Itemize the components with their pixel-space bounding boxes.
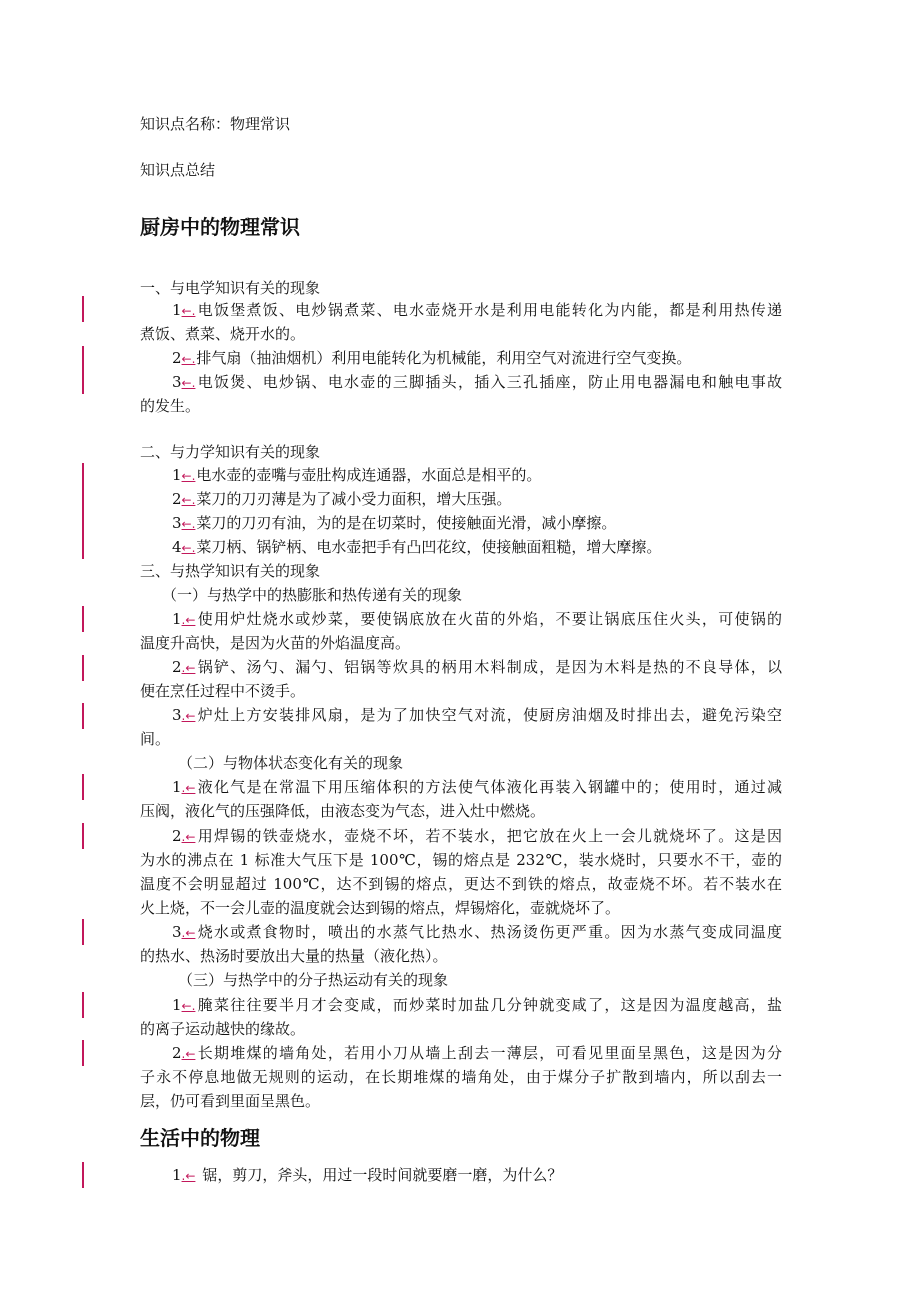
list-item [140,655,782,680]
revision-mark: ←. [181,352,196,366]
revision-mark: ←. [181,493,196,507]
item-text-continuation: 煮饭、煮菜、烧开水的。 [140,325,306,343]
list-item [140,346,782,371]
sub-heading-thermal-3: （三）与热学中的分子热运动有关的现象 [178,971,449,989]
change-bar [82,1040,84,1066]
change-bar [82,535,84,559]
revision-mark: ←. [181,541,196,555]
sub-heading-thermal-2: （二）与物体状态变化有关的现象 [178,754,404,772]
item-number: 3 [172,706,182,724]
change-bar [82,606,84,632]
item-text: 烧水或煮食物时，喷出的水蒸气比热水、热汤烫伤更严重。因为水蒸气变成同温度 [196,923,782,941]
revision-mark: ←. [181,376,196,390]
item-text: 炉灶上方安装排风扇，是为了加快空气对流，使厨房油烟及时排出去，避免污染空 [196,706,782,724]
change-bar [82,823,84,849]
item-number: 2 [172,827,182,845]
revision-mark: ←. [181,304,196,318]
item-text: 电水壶的壶嘴与壶肚构成连通器，水面总是相平的。 [196,466,542,484]
revision-mark: ←. [181,517,196,531]
item-number: 1 [172,778,182,796]
item-number: 1 [172,610,182,628]
section-heading-kitchen: 厨房中的物理常识 [140,215,300,239]
item-text: 菜刀的刀刃有油，为的是在切菜时，使接触面光滑，减小摩擦。 [196,514,617,532]
sub-heading-thermal-1: （一）与热学中的热膨胀和热传递有关的现象 [162,586,463,604]
subsection-heading-mechanics: 二、与力学知识有关的现象 [140,443,321,461]
list-item [140,824,782,849]
item-text-continuation: 子永不停息地做无规则的运动，在长期堆煤的墙角处，由于煤分子扩散到墙内，所以刮去一 [140,1068,782,1086]
item-text: 液化气是在常温下用压缩体积的方法使气体液化再装入钢罐中的；使用时，通过减 [196,778,782,796]
list-item [140,1041,782,1066]
revision-mark: .← [181,1047,196,1061]
subsection-heading-electric: 一、与电学知识有关的现象 [140,279,321,297]
change-bar [82,1162,84,1188]
item-text: 电饭堡煮饭、电炒锅煮菜、电水壶烧开水是利用电能转化为内能，都是利用热传递 [196,301,782,319]
item-text: 长期堆煤的墙角处，若用小刀从墙上刮去一薄层，可看见里面呈黑色，这是因为分 [196,1044,782,1062]
revision-mark: .← [181,613,196,627]
change-bar [82,703,84,729]
revision-mark: .← [181,1169,196,1183]
item-text-continuation: 火上烧，不一会儿壶的温度就会达到锡的熔点，焊锡熔化，壶就烧坏了。 [140,899,621,917]
item-text-continuation: 温度升高快，是因为火苗的外焰温度高。 [140,634,411,652]
item-number: 3 [172,923,182,941]
item-text-continuation: 的离子运动越快的缘故。 [140,1020,306,1038]
knowledge-point-summary-label: 知识点总结 [140,161,216,179]
change-bar [82,296,84,322]
list-item [140,993,782,1018]
list-item [140,703,782,728]
list-item [140,487,782,512]
item-number: 1 [172,301,182,319]
change-bar [82,655,84,681]
revision-mark: .← [181,709,196,723]
revision-mark: ←. [181,469,196,483]
item-text-continuation: 间。 [140,730,171,748]
item-number: 3 [172,514,182,532]
item-text-continuation: 为水的沸点在 1 标准大气压下是 100℃，锡的熔点是 232℃，装水烧时，只要水不干，壶的 [140,851,782,869]
item-text: 腌菜往往要半月才会变咸，而炒菜时加盐几分钟就变咸了，这是因为温度越高，盐 [196,996,782,1014]
change-bar [82,370,84,394]
revision-mark: .← [181,926,196,940]
change-bar [82,463,84,487]
change-bar [82,774,84,800]
knowledge-point-title: 知识点名称：物理常识 [140,115,291,133]
list-item [140,370,782,395]
list-item [140,775,782,800]
item-text: 使用炉灶烧水或炒菜，要使锅底放在火苗的外焰，不要让锅底压住火头，可使锅的 [196,610,782,628]
item-text: 菜刀的刀刃薄是为了减小受力面积，增大压强。 [196,490,512,508]
item-number: 4 [172,538,182,556]
change-bar [82,346,84,370]
list-item [140,298,782,323]
item-number: 2 [172,658,182,676]
list-item [140,607,782,632]
item-number: 3 [172,373,182,391]
revision-mark: ←. [181,999,196,1013]
section-heading-life: 生活中的物理 [140,1126,260,1150]
item-text-continuation: 温度不会明显超过 100℃，达不到锡的熔点，更达不到铁的熔点，故壶烧不坏。若不装水在 [140,875,782,893]
list-item [140,1163,782,1188]
item-number: 1 [172,996,182,1014]
revision-mark: .← [181,781,196,795]
change-bar [82,992,84,1018]
item-number: 2 [172,490,182,508]
list-item [140,535,782,560]
revision-mark: .← [181,830,196,844]
item-number: 1 [172,466,182,484]
list-item [140,511,782,536]
item-number: 1 [172,1166,182,1184]
item-text: 排气扇（抽油烟机）利用电能转化为机械能，利用空气对流进行空气变换。 [196,349,692,367]
change-bar [82,919,84,945]
item-text: 锅铲、汤勺、漏勺、铝锅等炊具的柄用木料制成，是因为木料是热的不良导体，以 [196,658,782,676]
change-bar [82,511,84,535]
list-item [140,920,782,945]
item-text-continuation: 便在烹任过程中不烫手。 [140,682,306,700]
list-item [140,463,782,488]
revision-mark: .← [181,661,196,675]
item-number: 2 [172,1044,182,1062]
item-text: 锯，剪刀，斧头，用过一段时间就要磨一磨，为什么？ [202,1166,563,1184]
item-text: 电饭煲、电炒锅、电水壶的三脚插头，插入三孔插座，防止用电器漏电和触电事故 [196,373,782,391]
change-bar [82,487,84,511]
item-text: 用焊锡的铁壶烧水，壶烧不坏，若不装水，把它放在火上一会儿就烧坏了。这是因 [196,827,782,845]
item-text-continuation: 的热水、热汤时要放出大量的热量（液化热）。 [140,947,448,965]
item-text-continuation: 的发生。 [140,397,201,415]
subsection-heading-thermal: 三、与热学知识有关的现象 [140,562,321,580]
item-text-continuation: 层，仍可看到里面呈黑色。 [140,1092,321,1110]
item-text-continuation: 压阀，液化气的压强降低，由液态变为气态，进入灶中燃烧。 [140,802,546,820]
item-number: 2 [172,349,182,367]
item-text: 菜刀柄、锅铲柄、电水壶把手有凸凹花纹，使接触面粗糙，增大摩擦。 [196,538,662,556]
